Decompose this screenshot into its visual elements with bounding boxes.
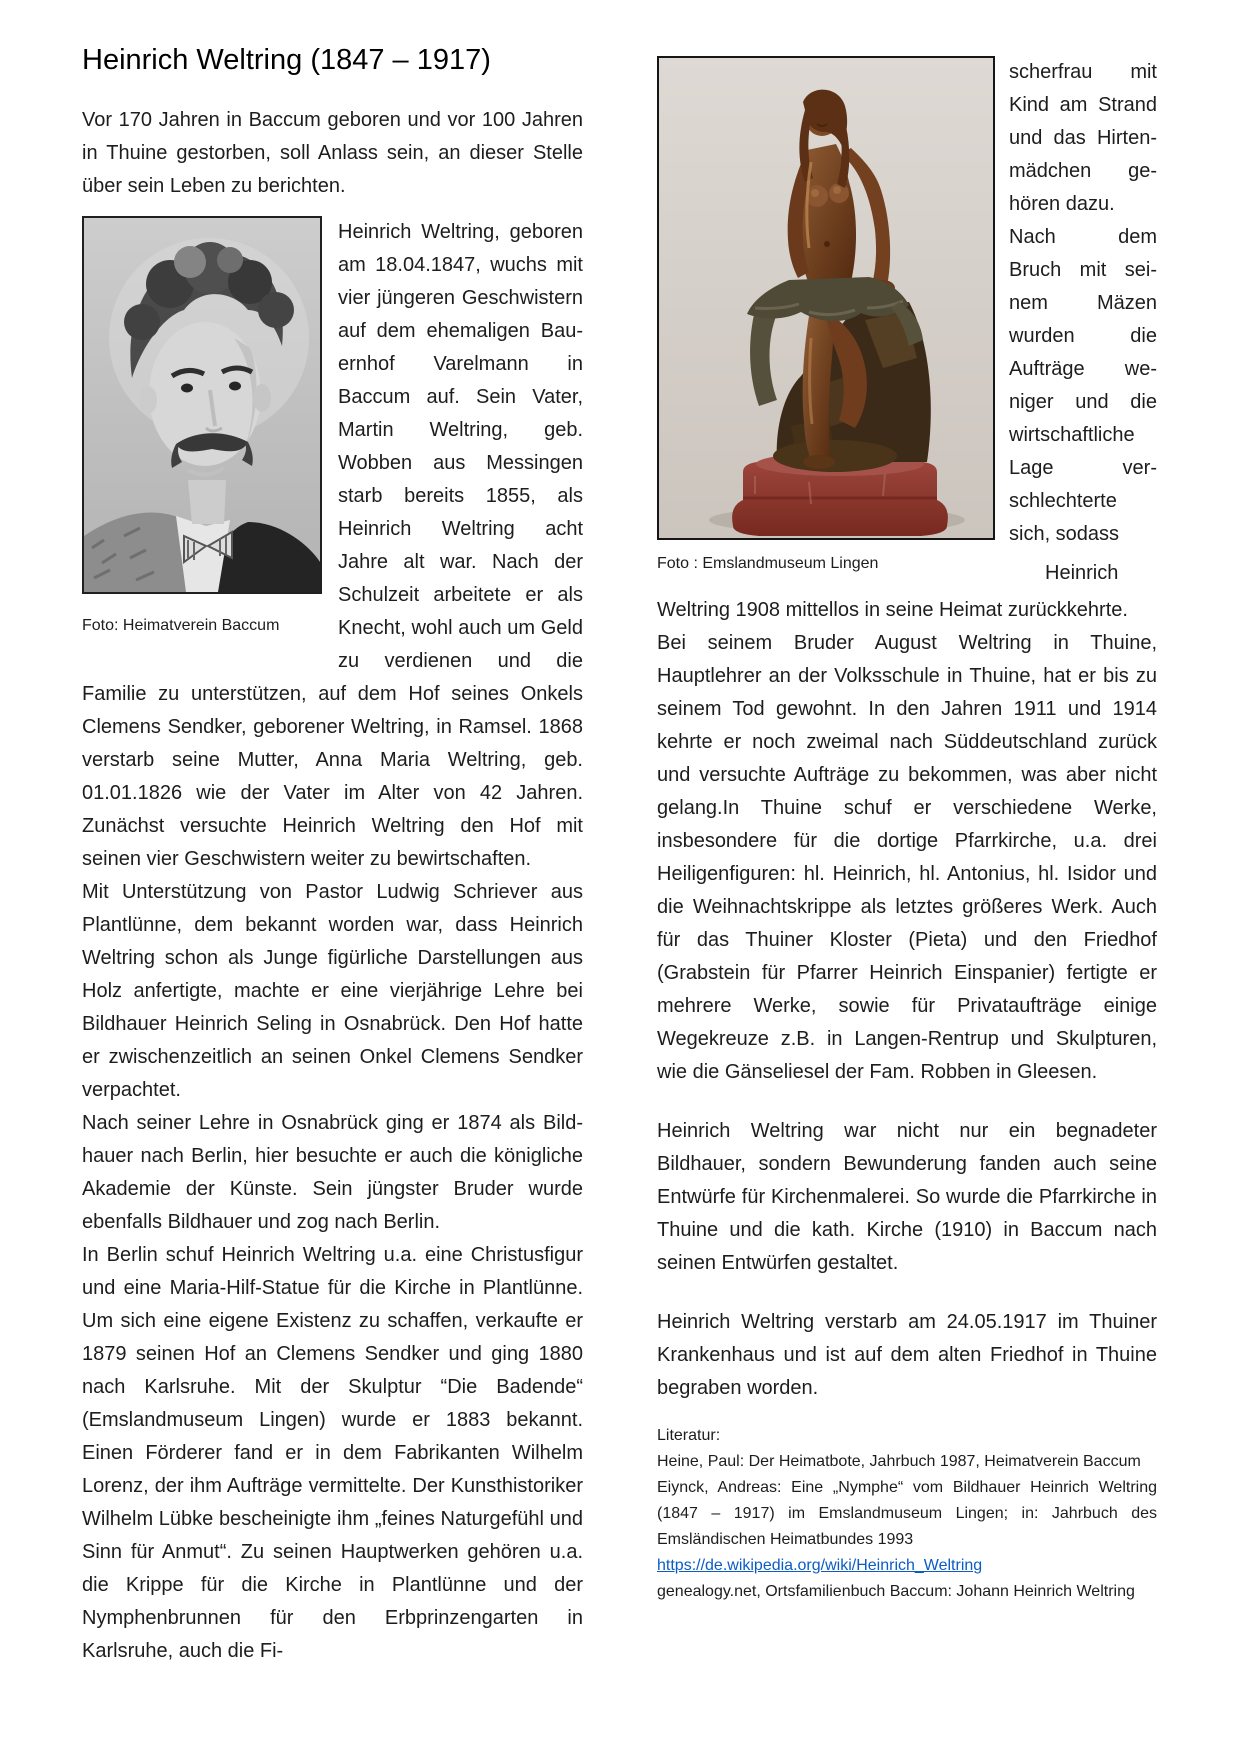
literature-entry: Heine, Paul: Der Heimatbote, Jahrbuch 1987, Heimatverein Baccum (657, 1453, 1141, 1470)
intro-paragraph: Vor 170 Jahren in Baccum geboren und vor 100 Jahren in Thuine gestorben, soll Anlass sein, an dieser Stelle über sein Leben zu berichten. (82, 109, 583, 197)
continuation-word: Heinrich (1045, 562, 1119, 584)
body-paragraph: Heinrich Weltring war nicht nur ein begnadeter Bildhauer, sondern Bewunderung fanden auch seine Entwürfe für Kirchenmalerei. So wurde die Pfarrkirche in Thuine und die kath. Kirche (1910) in Baccum nach seinen Entwürfen gestaltet. (657, 1120, 1157, 1274)
body-paragraph: Heinrich Weltring, geboren am 18.04.1847, wuchs mit vier jüngeren Geschwistern auf dem ehemaligen Bauernhof Varelmann in Baccum auf. Sein Vater, Martin Weltring, geb. Wobben aus Messingen starb bereits 1855, als Heinrich Weltring acht Jahre alt war. Nach der Schulzeit arbeitete er als Knecht, wohl auch um Geld zu verdienen und die Familie zu unterstützen, auf dem Hof seines Onkels Clemens Sendker, geborener Weltring, in Ramsel. 1868 verstarb seine Mutter, Anna Maria Weltring, geb. 01.01.1826 wie der Vater im Alter von 42 Jahren. Zunächst versuchte Heinrich Weltring den Hof mit seinen vier Geschwistern weiter zu bewirtschaften. (82, 221, 583, 870)
left-body-flow (82, 216, 583, 1668)
body-paragraph: Mit Unterstützung von Pastor Ludwig Schriever aus Plantlünne, dem bekannt worden war, dass Heinrich Weltring schon als Junge figürliche Darstellungen aus Holz anfertigte, machte er eine vierjährige Lehre bei Bildhauer Heinrich Seling in Osnabrück. Den Hof hatte er zwischenzeitlich an seinen Onkel Clemens Sendker verpachtet. (82, 881, 583, 1101)
statue-caption: Foto : Emslandmuseum Lingen (657, 555, 879, 572)
body-paragraph: In Berlin schuf Heinrich Weltring u.a. eine Christusfigur und eine Maria-Hilf-Statue für die Kirche in Plantlünne. Um sich eine eigene Existenz zu schaffen, verkaufte er 1879 seinen Hof an Clemens Sendker und ging 1880 nach Karlsruhe. Mit der Skulptur “Die Badende“ (Emslandmuseum Lingen) wurde er 1883 bekannt. Einen Förderer fand er in dem Fabrikanten Wilhelm Lorenz, der ihm Aufträge vermittelte. Der Kunsthistoriker Wilhelm Lübke bescheinigte ihm „feines Naturgefühl und Sinn für Anmut“. Zu seinen Hauptwerken gehören u.a. die Krippe für die Kirche in Plantlünne und der Nymphenbrunnen für den Erbprinzengarten in Karlsruhe, auch die Fi- (82, 1244, 583, 1662)
wikipedia-link[interactable]: https://de.wikipedia.org/wiki/Heinrich_Weltring (657, 1557, 983, 1574)
body-paragraph: Weltring 1908 mittellos in seine Heimat zurückkehrte. (657, 599, 1128, 621)
body-paragraph: Nach seiner Lehre in Osnabrück ging er 1874 als Bildhauer nach Berlin, hier besuchte er auch die königliche Akademie der Künste. Sein jüngster Bruder wurde ebenfalls Bildhauer und zog nach Berlin. (82, 1112, 583, 1233)
literature-entry: Eiynck, Andreas: Eine „Nymphe“ vom Bildhauer Heinrich Weltring (1847 – 1917) im Emslandmuseum Lingen; in: Jahrbuch des Emsländischen Heimatbundes 1993 (657, 1479, 1157, 1548)
narrow-paragraph: scherfrau mit Kind am Strand und das Hirtenmädchen gehören dazu. (1009, 61, 1157, 215)
literature-link-line (657, 1553, 1157, 1579)
portrait-caption: Foto: Heimatverein Baccum (82, 617, 280, 634)
portrait-figure (82, 216, 322, 636)
statue-figure (657, 56, 995, 574)
right-body-flow (657, 56, 1157, 1605)
right-column (657, 56, 1157, 1605)
literature-section (657, 1423, 1157, 1605)
narrow-paragraph: Nach dem Bruch mit seinem Mäzen wurden die Aufträge weniger und die wirtschaftliche Lage verschlechterte sich, sodass (1009, 226, 1157, 545)
page-title: Heinrich Weltring (1847 – 1917) (82, 44, 491, 76)
literature-heading: Literatur: (657, 1427, 721, 1444)
literature-entry: genealogy.net, Ortsfamilienbuch Baccum: Johann Heinrich Weltring (657, 1583, 1135, 1600)
left-column (82, 44, 583, 1668)
statue-photo (657, 56, 995, 540)
body-paragraph: Bei seinem Bruder August Weltring in Thuine, Hauptlehrer an der Volksschule in Thuine, hat er bis zu seinem Tod gewohnt. In den Jahren 1911 und 1914 kehrte er noch zweimal nach Süddeutschland zurück und versuchte Aufträge zu bekommen, was aber nicht gelang.In Thuine schuf er verschiedene Werke, insbesondere für die dortige Pfarrkirche, u.a. drei Heiligenfiguren: hl. Heinrich, hl. Antonius, hl. Isidor und die Weihnachtskrippe als letztes größeres Werk. Auch für das Thuiner Kloster (Pieta) und den Friedhof (Grabstein für Pfarrer Heinrich Einspanier) fertigte er mehrere Werke, sowie für Privataufträge einige Wegekreuze z.B. in Langen-Rentrup und Skulpturen, wie die Gänseliesel der Fam. Robben in Gleesen. (657, 632, 1157, 1083)
body-paragraph: Heinrich Weltring verstarb am 24.05.1917 im Thuiner Krankenhaus und ist auf dem alten Friedhof in Thuine begraben worden. (657, 1311, 1157, 1399)
portrait-photo (82, 216, 322, 594)
